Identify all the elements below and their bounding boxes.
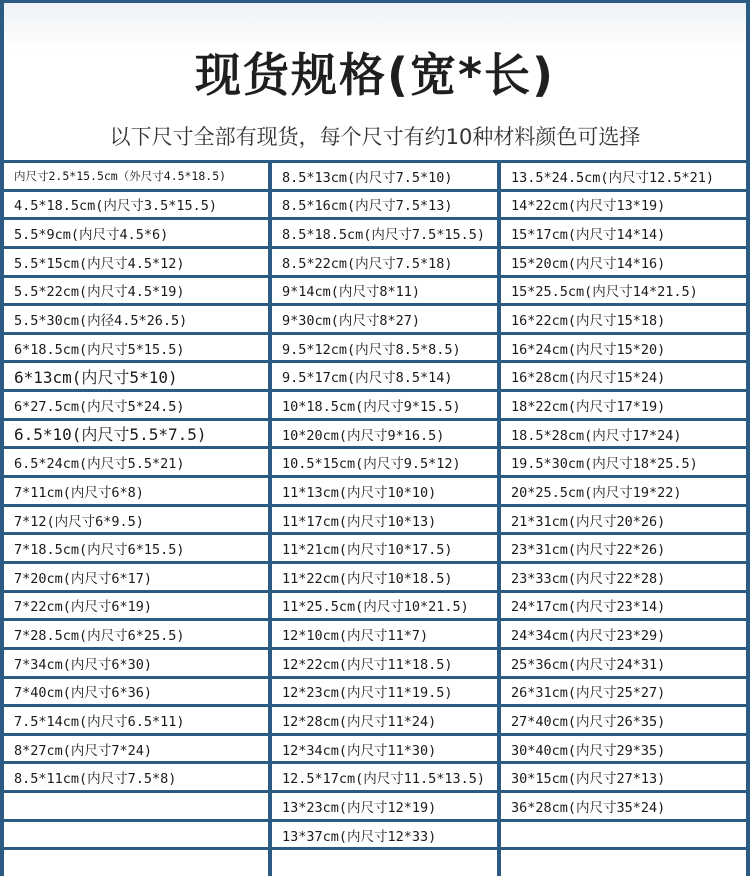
empty-cell [4,850,268,876]
size-cell: 10*20cm(内尺寸9*16.5) [272,421,497,447]
size-cell: 20*25.5cm(内尺寸19*22) [501,478,746,504]
size-column-2 [272,163,497,876]
size-cell: 7*40cm(内尺寸6*36) [4,679,268,705]
size-cell: 9.5*17cm(内尺寸8.5*14) [272,363,497,389]
size-cell: 7*11cm(内尺寸6*8) [4,478,268,504]
size-cell: 18*22cm(内尺寸17*19) [501,392,746,418]
size-cell: 13*23cm(内尺寸12*19) [272,793,497,819]
size-cell: 12*23cm(内尺寸11*19.5) [272,679,497,705]
size-cell: 21*31cm(内尺寸20*26) [501,507,746,533]
size-cell: 12.5*17cm(内尺寸11.5*13.5) [272,764,497,790]
size-cell: 6*27.5cm(内尺寸5*24.5) [4,392,268,418]
size-cell: 10.5*15cm(内尺寸9.5*12) [272,449,497,475]
page-title: 现货规格(宽*长) [194,48,556,102]
size-cell: 11*13cm(内尺寸10*10) [272,478,497,504]
size-cell: 11*22cm(内尺寸10*18.5) [272,564,497,590]
size-cell: 11*25.5cm(内尺寸10*21.5) [272,593,497,619]
size-cell: 15*25.5cm(内尺寸14*21.5) [501,278,746,304]
size-cell: 26*31cm(内尺寸25*27) [501,679,746,705]
size-cell: 12*22cm(内尺寸11*18.5) [272,650,497,676]
size-cell: 6.5*24cm(内尺寸5.5*21) [4,449,268,475]
size-column-3 [501,163,746,876]
size-cell: 8.5*16cm(内尺寸7.5*13) [272,192,497,218]
size-cell: 5.5*22cm(内尺寸4.5*19) [4,278,268,304]
size-column-1 [4,163,268,876]
size-cell: 7*20cm(内尺寸6*17) [4,564,268,590]
size-cell: 16*24cm(内尺寸15*20) [501,335,746,361]
size-cell: 15*20cm(内尺寸14*16) [501,249,746,275]
size-cell: 15*17cm(内尺寸14*14) [501,220,746,246]
size-cell: 24*34cm(内尺寸23*29) [501,621,746,647]
size-cell: 6*18.5cm(内尺寸5*15.5) [4,335,268,361]
size-cell: 25*36cm(内尺寸24*31) [501,650,746,676]
size-cell: 36*28cm(内尺寸35*24) [501,793,746,819]
empty-cell [4,793,268,819]
size-cell: 9.5*12cm(内尺寸8.5*8.5) [272,335,497,361]
size-cell: 8*27cm(内尺寸7*24) [4,736,268,762]
size-cell: 7.5*14cm(内尺寸6.5*11) [4,707,268,733]
size-cell: 12*34cm(内尺寸11*30) [272,736,497,762]
empty-cell [501,850,746,876]
size-cell: 7*34cm(内尺寸6*30) [4,650,268,676]
size-cell: 13.5*24.5cm(内尺寸12.5*21) [501,163,746,189]
size-cell: 11*17cm(内尺寸10*13) [272,507,497,533]
size-cell: 16*28cm(内尺寸15*24) [501,363,746,389]
size-cell: 10*18.5cm(内尺寸9*15.5) [272,392,497,418]
size-cell: 30*40cm(内尺寸29*35) [501,736,746,762]
size-cell: 11*21cm(内尺寸10*17.5) [272,535,497,561]
size-cell: 8.5*18.5cm(内尺寸7.5*15.5) [272,220,497,246]
size-cell: 8.5*13cm(内尺寸7.5*10) [272,163,497,189]
header [4,3,746,160]
size-cell: 23*31cm(内尺寸22*26) [501,535,746,561]
size-cell: 18.5*28cm(内尺寸17*24) [501,421,746,447]
size-cell: 5.5*9cm(内尺寸4.5*6) [4,220,268,246]
size-table [4,160,746,876]
size-cell: 5.5*15cm(内尺寸4.5*12) [4,249,268,275]
page-subtitle: 以下尺寸全部有现货，每个尺寸有约10种材料颜色可选择 [109,125,641,149]
size-cell: 8.5*22cm(内尺寸7.5*18) [272,249,497,275]
empty-cell [272,850,497,876]
size-cell: 6.5*10(内尺寸5.5*7.5) [4,421,268,447]
size-cell: 14*22cm(内尺寸13*19) [501,192,746,218]
size-cell: 13*37cm(内尺寸12*33) [272,822,497,848]
empty-cell [501,822,746,848]
size-cell: 24*17cm(内尺寸23*14) [501,593,746,619]
size-cell: 12*10cm(内尺寸11*7) [272,621,497,647]
size-cell: 9*14cm(内尺寸8*11) [272,278,497,304]
size-cell: 内尺寸2.5*15.5cm（外尺寸4.5*18.5) [4,163,268,189]
size-cell: 30*15cm(内尺寸27*13) [501,764,746,790]
size-cell: 19.5*30cm(内尺寸18*25.5) [501,449,746,475]
size-cell: 7*28.5cm(内尺寸6*25.5) [4,621,268,647]
size-cell: 7*12(内尺寸6*9.5) [4,507,268,533]
size-cell: 12*28cm(内尺寸11*24) [272,707,497,733]
size-cell: 23*33cm(内尺寸22*28) [501,564,746,590]
size-cell: 27*40cm(内尺寸26*35) [501,707,746,733]
size-cell: 4.5*18.5cm(内尺寸3.5*15.5) [4,192,268,218]
empty-cell [4,822,268,848]
size-cell: 6*13cm(内尺寸5*10) [4,363,268,389]
size-cell: 7*22cm(内尺寸6*19) [4,593,268,619]
size-cell: 9*30cm(内尺寸8*27) [272,306,497,332]
size-cell: 16*22cm(内尺寸15*18) [501,306,746,332]
size-cell: 5.5*30cm(内径4.5*26.5) [4,306,268,332]
size-cell: 7*18.5cm(内尺寸6*15.5) [4,535,268,561]
size-cell: 8.5*11cm(内尺寸7.5*8) [4,764,268,790]
